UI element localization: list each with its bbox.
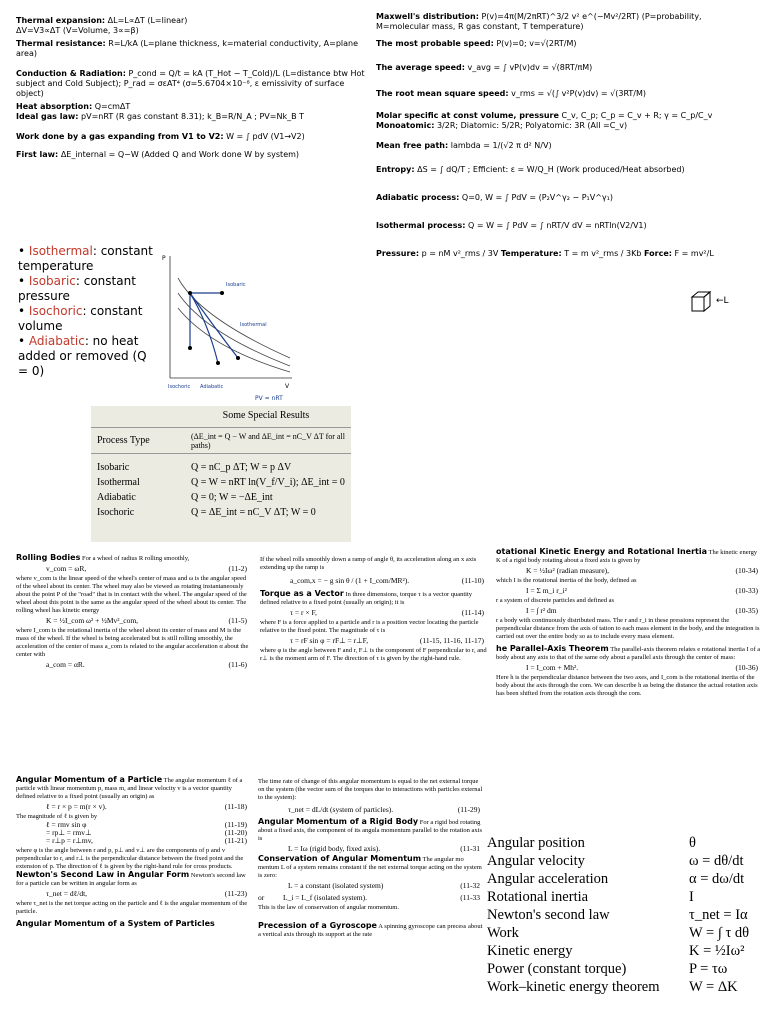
gyroscope-text: A spinning gyroscope can precess about a vertical axis through its support at the rate (258, 923, 483, 938)
work-done-label: Work done by a gas expanding from V1 to V2: (16, 132, 224, 141)
rot-ke-text2: which I is the rotational inertia of the body, defined as (496, 577, 637, 584)
adiabatic-eq: Q=0, W = ∫ PdV = (P₂V^γ₂ − P₁V^γ₁) (461, 193, 613, 202)
newton-angular-eq-num: (11-23) (224, 889, 247, 898)
average-speed-eq: v_avg = ∫ vP(v)dv = √(8RT/πM) (467, 63, 593, 72)
table-header-results: (ΔE_int = Q − W and ΔE_int = nC_V ΔT for all paths) (191, 431, 345, 450)
process-item: • Adiabatic: no heat added or removed (Q = 0) (18, 334, 147, 378)
conservation-eq2-num: (11-33 (460, 893, 480, 902)
timerate-eq-num: (11-29) (457, 805, 480, 814)
process-name: Isothermal (28, 244, 93, 258)
table-row: Rotational inertia I (487, 889, 694, 905)
table-row: Work–kinetic energy theorem W = ΔK (487, 979, 738, 995)
mean-free-path-eq: lambda = 1/(√2 π d² N/V) (450, 141, 552, 150)
table-header-process: Process Type (97, 435, 150, 446)
table-row: Isothermal Q = W = nRT ln(V_f/V_i); ΔE_int = 0 (97, 477, 345, 488)
special-results-table (91, 406, 351, 542)
angmom-eq3-num: (11-20) (224, 828, 247, 837)
rms-speed-eq: v_rms = √(∫ v²P(v)dv) = √(3RT/M) (511, 89, 647, 98)
pv-isochoric-label: Isochoric (168, 384, 191, 390)
heat-absorption-eq: Q=cmΔT (94, 102, 131, 111)
process-desc: : no heat added or removed (Q = 0) (18, 334, 147, 378)
probable-speed-label: The most probable speed: (376, 39, 494, 48)
thermal-expansion-eq: ΔL=L∝ΔT (L=linear) (107, 16, 188, 25)
parallel-axis-heading: he Parallel-Axis Theorem (496, 644, 609, 653)
newton-angular-eq: τ_net = dℓ/dt, (46, 889, 88, 898)
timerate-eq: τ_net = dL/dt (system of particles). (288, 805, 394, 814)
torque-text2: where F is a force applied to a particle and r is a position vector locating the particle relative to the fixed point. The magnitude of τ is (260, 619, 479, 634)
rot-ke-text3: r a system of discrete particles and defined as (496, 597, 615, 604)
rot-ke-text4: r a body with continuously distributed mass. The r and r_i in these pressions represent the perpendicular distance from the axis of tation to each mass element in the body, and the integration is carried out over the entire body so as to include every mass element. (496, 617, 760, 640)
pressure-eq: p = nM v²_rms / 3V (421, 249, 499, 258)
angmom-text1: The angular momentum ℓ of a particle with linear momentum p, mass m, and linear velocity v is a vector quantity defined relative to a fixed point (usually an origin) as (16, 777, 243, 800)
rigid-body-eq-num: (11-31 (460, 844, 480, 853)
thermal-formulas (16, 16, 368, 163)
isothermal-eq: Q = W = ∫ PdV = ∫ nRT/V dV = nRTln(V2/V1) (468, 221, 647, 230)
pv-adiabatic-label: Adiabatic (200, 384, 224, 390)
conservation-heading: Conservation of Angular Momentum (258, 854, 422, 863)
maxwell-label: Maxwell's distribution: (376, 12, 479, 21)
rot-ke-eq2-num: (10-33) (735, 586, 758, 595)
conservation-eq2: L_i = L_f (isolated system). (283, 893, 368, 902)
newton-angular-text: Newton's second law for a particle can be written in angular form as (16, 872, 246, 887)
angmom-eq3: = rp⊥ = rmv⊥ (46, 828, 92, 837)
maxwell-note: M=molecular mass, R gas constant, T temperature) (376, 22, 584, 31)
maxwell-eq: P(v)=4π(M/2πRT)^3/2 v² e^(−Mv²/2RT) (P=probability, (481, 12, 702, 21)
torque-eq2-num: (11-15, 11-16, 11-17) (419, 636, 484, 645)
ideal-gas-label: Ideal gas law: (16, 112, 79, 121)
volume-expansion-eq: ΔV=V3∝ΔT (V=Volume, 3∝=β) (16, 26, 139, 35)
table-row: Adiabatic Q = 0; W = −ΔE_int (97, 492, 273, 503)
pv-isobaric-label: Isobaric (226, 282, 246, 288)
angmom-eq1-num: (11-18) (224, 802, 247, 811)
entropy-eq: ΔS = ∫ dQ/T ; Efficient: ε = W/Q_H (Work produced/Heat absorbed) (417, 165, 685, 174)
timerate-text: The time rate of change of this angular momentum is equal to the net external torque on the system (the vector sum of the torques due to interactions with particles external to the system): (258, 778, 483, 801)
rigid-body-text: For a rigid bod rotating about a fixed axis, the component of its angula momentum parallel to the rotation axis is (258, 819, 483, 842)
angmom-eq2-num: (11-19) (224, 820, 247, 829)
table-row: Work W = ∫ τ dθ (487, 925, 750, 941)
angular-momentum-section (16, 776, 251, 928)
conservation-eq1-num: (11-32 (460, 881, 480, 890)
angmom-eq4: = r⊥p = r⊥mv, (46, 836, 93, 845)
ramp-eq-num: (11-10) (461, 576, 484, 585)
angmom-heading: Angular Momentum of a Particle (16, 775, 163, 784)
table-title: Some Special Results (91, 410, 351, 428)
angmom-eq1: ℓ = r × p = m(r × v). (46, 802, 107, 811)
rolling-text2: where I_com is the rotational inertia of the wheel about its center of mass and M is the mass of the wheel. If the wheel is being accelerated but is still rolling smoothly, the acceleration of the center of mass a_com is related to the angular acceleration α about the center with (16, 627, 249, 658)
rot-ke-eq1: K = ½Iω² (radian measure), (526, 566, 610, 575)
conservation-or: or (258, 893, 265, 902)
torque-text3: where φ is the angle between F and r, F⊥ is the component of F perpendicular to r, and r⊥ is the moment arm of F. The direction of τ is given by the right-hand rule. (260, 647, 487, 662)
angmom-text3: where φ is the angle between r and p, p⊥ and v⊥ are the components of p and v perpendicular to r, and r⊥ is the perpendicular distance between the fixed point and the extension of p. The direction of ℓ is given by the right-hand rule for cross products. (16, 847, 244, 870)
torque-eq2: τ = rF sin φ = rF⊥ = r⊥F, (290, 636, 369, 645)
force-eq: F = mv²/L (674, 249, 714, 258)
rotational-ke-section (496, 548, 762, 698)
torque-text: In three dimensions, torque τ is a vector quantity defined relative to a fixed point (usually an origin); it is (260, 591, 473, 606)
gyroscope-heading: Precession of a Gyroscope (258, 921, 377, 930)
table-row: Isochoric Q = ΔE_int = nC_V ΔT; W = 0 (97, 507, 316, 518)
system-angmom-heading: Angular Momentum of a System of Particles (16, 919, 215, 928)
temperature-eq: T = m v²_rms / 3Kb (564, 249, 642, 258)
process-item: • Isothermal: constant temperature (18, 244, 153, 273)
process-name: Isobaric (28, 274, 76, 288)
pv-caption: PV = nRT (255, 395, 283, 402)
table-row: Angular velocity ω = dθ/dt (487, 853, 744, 869)
average-speed-label: The average speed: (376, 63, 465, 72)
parallel-axis-text2: Here h is the perpendicular distance between the two axes, and I_com is the rotational inertia of the body about the axis through the com. We can describe h as being the distance the actual rotation axis has been shifted from the rotation axis through the com. (496, 674, 758, 697)
torque-section (260, 556, 488, 663)
monoatomic-label: Monoatomic: (376, 121, 435, 130)
parallel-axis-eq: I = I_com + Mh². (526, 663, 579, 672)
table-row: Kinetic energy K = ½Iω² (487, 943, 745, 959)
first-law-eq: ΔE_internal = Q−W (Added Q and Work done W by system) (60, 150, 300, 159)
rot-ke-eq3-num: (10-35) (735, 606, 758, 615)
rolling-eq2: K = ½I_com ω² + ½Mv²_com, (46, 616, 139, 625)
table-row: Angular position θ (487, 835, 696, 851)
rot-ke-eq2: I = Σ m_i r_i² (526, 586, 567, 595)
parallel-axis-text: The parallel-axis theorem relates e rotational inertia I of a body about any axis to that of the same ody about a parallel axis through the center of mass: (496, 646, 761, 661)
rot-ke-eq3: I = ∫ r² dm (526, 606, 557, 615)
process-name: Isochoric (28, 304, 83, 318)
pressure-label: Pressure: (376, 249, 420, 258)
mean-free-path-label: Mean free path: (376, 141, 449, 150)
rigid-body-heading: Angular Momentum of a Rigid Body (258, 817, 419, 826)
rot-ke-heading: otational Kinetic Energy and Rotational Inertia (496, 547, 707, 556)
parallel-axis-eq-num: (10-36) (735, 663, 758, 672)
table-row: Power (constant torque) P = τω (487, 961, 728, 977)
ramp-text: If the wheel rolls smoothly down a ramp of angle θ, its acceleration along an x axis extending up the ramp is (260, 556, 477, 571)
heat-absorption-label: Heat absorption: (16, 102, 93, 111)
conduction-eq: P_cond = Q/t = kA (T_Hot − T_Cold)/L (L=distance btw Hot subject and Cold Subject); P_rad = σεAT⁴ (σ=5.6704×10⁻⁸, ε emissivity of surface object) (16, 69, 365, 98)
rolling-eq2-num: (11-5) (228, 616, 247, 625)
rolling-text1: where v_com is the linear speed of the wheel's center of mass and ω is the angular speed of the wheel about its center. The wheel may also be viewed as rotating instantaneously about the point P of the "road" that is in contact with the wheel. The angular speed of the wheel about this point is the same as the angular speed of the wheel about its center. The rolling wheel has kinetic energy (16, 575, 247, 614)
rot-ke-text1: The kinetic energy K of a rigid body rotating about a fixed axis is given by (496, 549, 758, 564)
pv-axis-p: P (162, 255, 166, 262)
rolling-bodies-section (16, 554, 251, 671)
ramp-eq: a_com,x = − g sin θ / (1 + I_com/MR²). (290, 576, 410, 585)
rot-ke-eq1-num: (10-34) (735, 566, 758, 575)
newton-angular-text2: where τ_net is the net torque acting on the particle and ℓ is the angular momentum of the particle. (16, 900, 248, 915)
monoatomic-eq: 3/2R; Diatomic: 5/2R; Polyatomic: 3R (All =C_v) (436, 121, 628, 130)
rms-speed-label: The root mean square speed: (376, 89, 509, 98)
adiabatic-label: Adiabatic process: (376, 193, 460, 202)
process-name: Adiabatic (28, 334, 85, 348)
rolling-intro: For a wheel of radius R rolling smoothly, (81, 555, 190, 562)
cube-icon (690, 290, 714, 319)
angmom-eq4-num: (11-21) (224, 836, 247, 845)
table-row: Isobaric Q = nC_p ΔT; W = p ΔV (97, 462, 292, 473)
kinetic-theory-formulas (376, 12, 761, 266)
conduction-label: Conduction & Radiation: (16, 69, 126, 78)
process-list (18, 244, 158, 379)
newton-angular-heading: Newton's Second Law in Angular Form (16, 870, 190, 879)
process-item: • Isochoric: constant volume (18, 304, 143, 333)
thermal-resistance-eq: R=L/kA (L=plane thickness, k=material conductivity, A=plane area) (16, 39, 359, 58)
angmom-text2: The magnitude of ℓ is given by (16, 813, 98, 820)
conservation-text2: This is the law of conservation of angular momentum. (258, 904, 399, 911)
conservation-section (258, 778, 484, 939)
rigid-body-eq: L = Iω (rigid body, fixed axis). (288, 844, 381, 853)
force-label: Force: (644, 249, 672, 258)
process-item: • Isobaric: constant pressure (18, 274, 136, 303)
entropy-label: Entropy: (376, 165, 415, 174)
molar-specific-label: Molar specific at const volume, pressure (376, 111, 559, 120)
thermal-expansion-label: Thermal expansion: (16, 16, 106, 25)
ideal-gas-eq: pV=nRT (R gas constant 8.31); k_B=R/N_A ; PV=Nk_B T (81, 112, 305, 121)
pv-isothermal-label: Isothermal (240, 322, 267, 328)
table-row: Angular acceleration α = dω/dt (487, 871, 745, 887)
torque-eq-num: (11-14) (461, 608, 484, 617)
work-done-eq: W = ∫ pdV (V1→V2) (226, 132, 305, 141)
process-desc: : constant temperature (18, 244, 153, 273)
table-row: Newton's second law τ_net = Iα (487, 907, 748, 923)
temperature-label: Temperature: (500, 249, 562, 258)
rolling-eq1: v_com = ωR, (46, 564, 87, 573)
isothermal-label: Isothermal process: (376, 221, 466, 230)
conservation-eq1: L = a constant (isolated system) (288, 881, 384, 890)
rolling-eq3-num: (11-6) (228, 660, 247, 669)
process-desc: : constant pressure (18, 274, 136, 303)
torque-heading: Torque as a Vector (260, 589, 344, 598)
molar-specific-eq: C_v, C_p; C_p = C_v + R; γ = C_p/C_v (561, 111, 713, 120)
conservation-text: The angular mo mentum L of a system remains constant if the net external torque acting on the system is zero: (258, 856, 482, 879)
process-desc: : constant volume (18, 304, 143, 333)
rolling-eq1-num: (11-2) (228, 564, 247, 573)
pv-axis-v: V (285, 383, 290, 390)
pv-diagram (160, 248, 300, 406)
rolling-eq3: a_com = αR. (46, 660, 85, 669)
rolling-heading: Rolling Bodies (16, 553, 81, 562)
first-law-label: First law: (16, 150, 59, 159)
cube-length-label: ←L (716, 296, 729, 306)
thermal-resistance-label: Thermal resistance: (16, 39, 106, 48)
rotational-quantities-table (487, 834, 762, 996)
angmom-eq2: ℓ = rmv sin φ (46, 820, 87, 829)
torque-eq: τ = r × F, (290, 608, 317, 617)
probable-speed-eq: P(v)=0; v=√(2RT/M) (496, 39, 577, 48)
